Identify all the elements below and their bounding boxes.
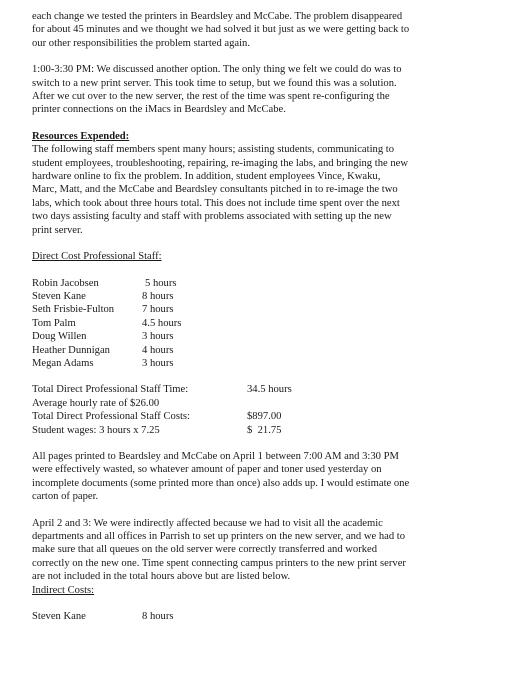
staff-hours: 4.5 hours <box>142 317 182 329</box>
table-row <box>32 290 181 303</box>
text-line: incomplete documents (some printed more than once) also adds up. I would estimate one <box>32 477 410 489</box>
total-value: $897.00 <box>247 411 282 423</box>
table-row <box>32 303 181 316</box>
text-line: for about 45 minutes and we thought we had solved it but just as we were getting back to <box>32 24 410 36</box>
staff-hours: 8 hours <box>142 290 174 302</box>
table-row <box>32 610 174 623</box>
total-label: Total Direct Professional Staff Costs: <box>32 411 190 423</box>
staff-hours: 5 hours <box>145 277 177 289</box>
text-line: All pages printed to Beardsley and McCabe on April 1 between 7:00 AM and 3:30 PM <box>32 450 399 462</box>
staff-name: Doug Willen <box>32 331 87 343</box>
text-line: The following staff members spent many hours; assisting students, communicating to <box>32 144 395 156</box>
text-line: After we cut over to the new server, the rest of the time was spent re-configuring the <box>32 91 390 103</box>
total-value: $ 21.75 <box>247 424 282 436</box>
total-label: Average hourly rate of $26.00 <box>32 397 160 409</box>
total-label: Student wages: 3 hours x 7.25 <box>32 424 160 436</box>
text-line: switch to a new print server. This took time to setup, but we found this was a solution. <box>32 77 397 89</box>
paragraph-wasted-pages <box>32 450 502 504</box>
text-line: labs, which took about three hours total. This does not include time spent over the next <box>32 197 400 209</box>
paragraph-indirect-effects <box>32 517 502 584</box>
text-line: printer connections on the iMacs in Beardsley and McCabe. <box>32 104 286 116</box>
text-line: hardware online to fix the problem. In addition, student employees Vince, Kwaku, <box>32 171 381 183</box>
cost-totals-table <box>32 383 292 437</box>
document-page <box>32 10 502 623</box>
indirect-costs-heading: Indirect Costs: <box>32 584 95 596</box>
resources-expended-heading: Resources Expended: <box>32 130 130 142</box>
table-row <box>32 397 292 410</box>
staff-name: Seth Frisbie-Fulton <box>32 304 115 316</box>
text-line: carton of paper. <box>32 491 99 503</box>
text-line: are not included in the total hours above but are listed below. <box>32 571 291 583</box>
staff-hours: 3 hours <box>142 331 174 343</box>
text-line: two days assisting faculty and staff with problems associated with setting up the new <box>32 211 392 223</box>
table-row <box>32 410 292 423</box>
text-line: print server. <box>32 224 83 236</box>
indirect-cost-staff-table <box>32 610 174 623</box>
text-line: each change we tested the printers in Beardsley and McCabe. The problem disappeared <box>32 11 403 22</box>
table-row <box>32 277 181 290</box>
text-line: make sure that all queues on the old server were correctly transferred and worked <box>32 544 378 556</box>
direct-cost-staff-table <box>32 277 181 371</box>
total-value <box>247 397 292 410</box>
staff-name: Robin Jacobsen <box>32 277 99 289</box>
staff-name: Megan Adams <box>32 357 94 369</box>
table-row <box>32 383 292 396</box>
text-line: Marc, Matt, and the McCabe and Beardsley consultants pitched in to re-image the two <box>32 184 398 196</box>
paragraph-staff-effort <box>32 143 502 237</box>
table-row <box>32 357 181 370</box>
table-row <box>32 330 181 343</box>
staff-name: Steven Kane <box>32 611 86 623</box>
text-line: correctly on the new one. Time spent connecting campus printers to the new print server <box>32 557 406 569</box>
text-line: student employees, troubleshooting, repairing, re-imaging the labs, and bringing the new <box>32 157 408 169</box>
text-line: 1:00-3:30 PM: We discussed another option. The only thing we felt we could do was to <box>32 64 402 76</box>
total-label: Total Direct Professional Staff Time: <box>32 384 189 396</box>
text-line: departments and all offices in Parrish to set up printers on the new server, and we had to <box>32 531 405 542</box>
text-line: were effectively wasted, so whatever amount of paper and toner used yesterday on <box>32 464 382 476</box>
staff-hours: 3 hours <box>142 357 174 369</box>
table-row <box>32 424 292 437</box>
staff-name: Heather Dunnigan <box>32 344 110 356</box>
table-row <box>32 344 181 357</box>
staff-hours: 7 hours <box>142 304 174 316</box>
staff-hours: 8 hours <box>142 611 174 623</box>
text-line: our other responsibilities the problem started again. <box>32 37 250 49</box>
total-value: 34.5 hours <box>247 384 292 396</box>
text-line: April 2 and 3: We were indirectly affected because we had to visit all the academic <box>32 517 383 529</box>
staff-name: Tom Palm <box>32 317 76 329</box>
paragraph-troubleshooting <box>32 10 502 50</box>
staff-name: Steven Kane <box>32 290 86 302</box>
paragraph-new-server <box>32 63 502 117</box>
table-row <box>32 317 181 330</box>
direct-cost-heading: Direct Cost Professional Staff: <box>32 251 162 263</box>
staff-hours: 4 hours <box>142 344 174 356</box>
